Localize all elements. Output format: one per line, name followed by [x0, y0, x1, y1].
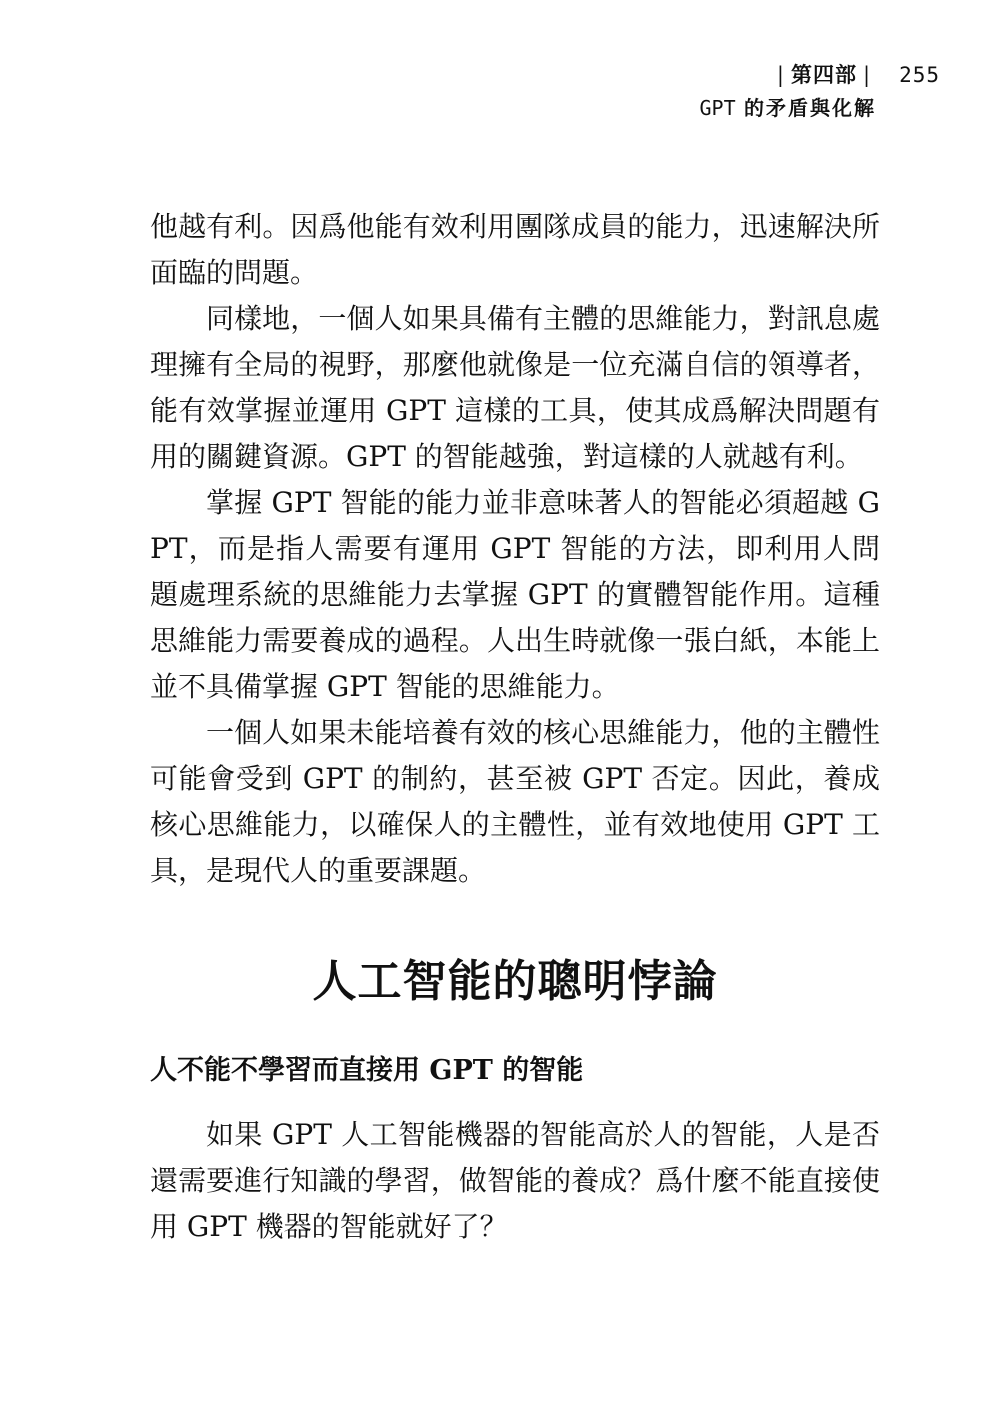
- part-label: 第四部: [790, 62, 857, 87]
- section-title: 人工智能的聰明悖論: [312, 956, 718, 1007]
- divider-bar-left: |: [776, 63, 785, 87]
- running-header: [520, 58, 940, 124]
- book-title-rest: 的矛盾與化解: [744, 96, 876, 120]
- divider-bar-right: |: [862, 63, 872, 87]
- book-title-gpt: GPT: [699, 96, 736, 120]
- section-body-text: [150, 1112, 880, 1250]
- part-header: [520, 58, 940, 92]
- paragraph-continued: 他越有利。因爲他能有效利用團隊成員的能力，迅速解決所面臨的問題。: [150, 210, 880, 289]
- paragraph: 如果 GPT 人工智能機器的智能高於人的智能，人是否還需要進行知識的學習，做智能的養成？爲什麼不能直接使用 GPT 機器的智能就好了？: [150, 1118, 880, 1243]
- body-text: [150, 204, 880, 894]
- paragraph: 一個人如果未能培養有效的核心思維能力，他的主體性可能會受到 GPT 的制約，甚至被 GPT 否定。因此，養成核心思維能力，以確保人的主體性，並有效地使用 GPT 工具，是現代人的重要課題。: [150, 716, 880, 887]
- subsection-title: 人不能不學習而直接用 GPT 的智能: [150, 1055, 584, 1086]
- paragraph: 掌握 GPT 智能的能力並非意味著人的智能必須超越 GPT，而是指人需要有運用 GPT 智能的方法，即利用人問題處理系統的思維能力去掌握 GPT 的實體智能作用。這種思維能力需要養成的過程。人出生時就像一張白紙，本能上並不具備掌握 GPT 智能的思維能力。: [150, 486, 880, 703]
- paragraph: 同樣地，一個人如果具備有主體的思維能力，對訊息處理擁有全局的視野，那麼他就像是一位充滿自信的領導者，能有效掌握並運用 GPT 這樣的工具，使其成爲解決問題有用的關鍵資源。GPT 的智能越強，對這樣的人就越有利。: [150, 302, 880, 473]
- page-number: 255: [899, 63, 940, 87]
- book-title-header: [520, 92, 876, 124]
